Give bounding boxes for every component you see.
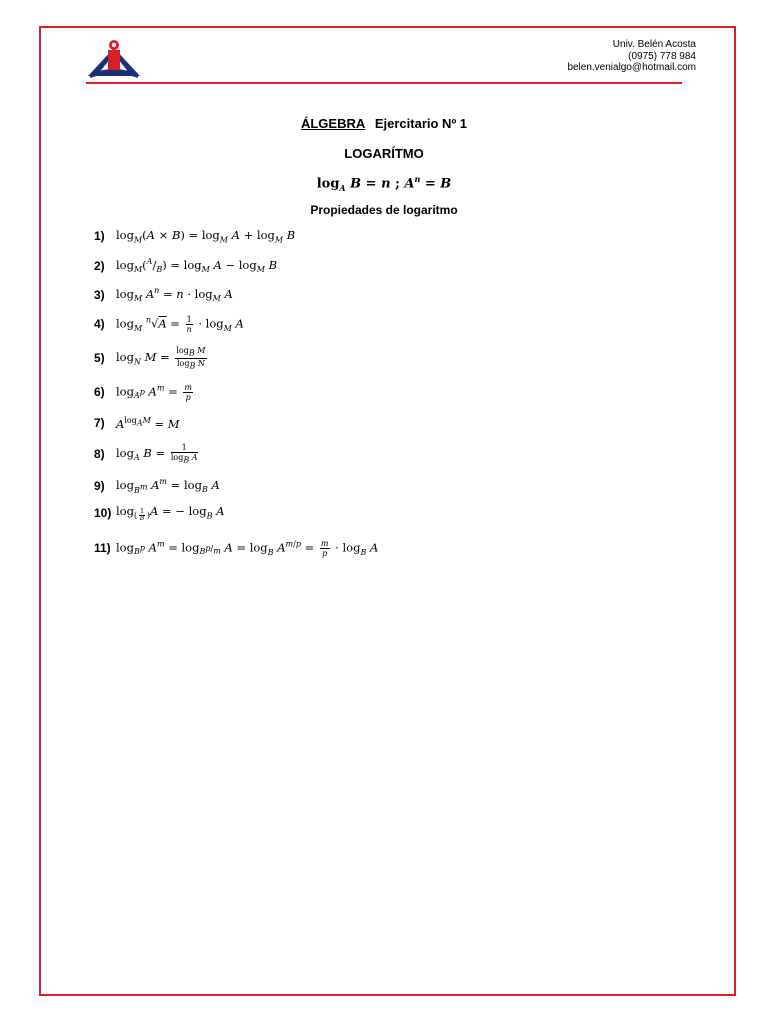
- properties-heading: Propiedades de logaritmo: [310, 203, 458, 217]
- property-2: [94, 256, 277, 276]
- property-formula: $\log_{B^p} A^m = \log_{B^{p/_m}} A = \log_B A^{m/p}$ = $\frac{m}{p}$ · $\log_B A$: [116, 538, 379, 558]
- exercise-title: Ejercitario Nº 1: [374, 116, 468, 131]
- property-6: [94, 382, 195, 402]
- property-formula: $A^{log_AM} = M$: [116, 415, 180, 431]
- contact-email: belen.venialgo@hotmail.com: [567, 62, 696, 73]
- property-formula: $\log_M A^n = n \cdot \log_M A$: [116, 286, 233, 304]
- property-11: [94, 538, 378, 558]
- property-10: [94, 503, 224, 523]
- property-formula: $\log_N M$ = $\frac{\log_B M}{\log_B N}$: [116, 345, 206, 371]
- property-number: 1): [94, 229, 105, 243]
- contact-block: [567, 39, 696, 74]
- property-formula: $\log_{B^m} A^m = \log_B A$: [116, 477, 220, 495]
- contact-name: Univ. Belén Acosta: [612, 39, 696, 50]
- property-number: 6): [94, 385, 105, 399]
- property-9: [94, 476, 220, 496]
- property-formula: $\log_{A^p} A^m$ = $\frac{m}{p}$: [116, 382, 192, 402]
- property-3: [94, 285, 233, 305]
- property-number: 10): [94, 506, 112, 520]
- topic-title: LOGARÍTMO: [344, 146, 424, 161]
- definition-formula: $\log_A B = n$ ; $A^n = B$: [316, 174, 452, 193]
- property-formula: $\log_M ^n√A$ = $\frac{1}{n}$ · $\log_M A$: [116, 314, 244, 334]
- property-formula: $\log_M(A \times B) = \log_M A + \log_M B$: [116, 227, 296, 245]
- property-formula: $\log_{( \frac{1}{B} )}A$ = − $\log_B A$: [116, 503, 225, 523]
- property-number: 7): [94, 416, 105, 430]
- property-8: [94, 444, 200, 464]
- property-formula: $\log_M(^A/_B) = \log_M A - \log_M B$: [116, 257, 278, 275]
- header-rule: [86, 82, 682, 84]
- contact-phone: (0975) 778 984: [628, 50, 696, 62]
- property-1: [94, 226, 295, 246]
- subject-title: ÁLGEBRA: [300, 116, 366, 131]
- property-formula: $\log_A B$ = $\frac{1}{\log_B A}$: [116, 443, 198, 465]
- property-7: [94, 413, 180, 433]
- property-number: 3): [94, 288, 105, 302]
- property-4: [94, 314, 244, 334]
- property-number: 11): [94, 541, 111, 555]
- property-number: 5): [94, 351, 105, 365]
- property-number: 8): [94, 447, 105, 461]
- property-number: 2): [94, 259, 105, 273]
- university-logo: [86, 38, 142, 82]
- document-title: [0, 116, 768, 131]
- property-number: 4): [94, 317, 105, 331]
- property-number: 9): [94, 479, 105, 493]
- property-5: [94, 345, 209, 371]
